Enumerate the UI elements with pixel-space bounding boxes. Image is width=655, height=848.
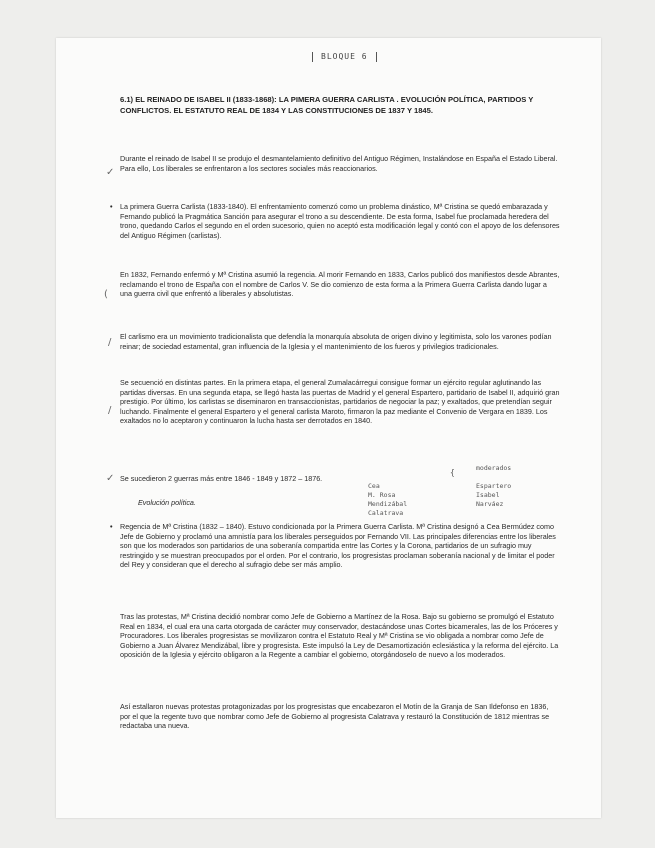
check-mark-icon: / <box>108 405 112 416</box>
paragraph-other-wars: Se sucedieron 2 guerras más entre 1846 - 1849 y 1872 – 1876. <box>120 474 323 483</box>
paragraph-regency: • Regencia de Mª Cristina (1832 – 1840). Estuvo condicionada por la Primera Guerra Carlista. Mª Cristina designó a Cea Bermúdez como Jefe de Gobierno y proclamó una amnistía para los liberales perseguidos por Fernando VII. Las principales diferencias entre los liberales son que los moderados son partidarios de una soberanía compartida entre las Cortes y la Corona, partidarios de un sufragio muy restringido y se muestran preocupados por el orden. Por el contrario, los progresistas proclaman soberanía nacional y de limitar el poder del Rey y consideran que el derecho al sufragio debe ser más amplio. <box>120 522 560 570</box>
paragraph-motin-granja: Así estallaron nuevas protestas protagonizadas por los progresistas que encabezaron el Motín de la Granja de San Ildefonso en 1836, por el que la regente tuvo que nombrar como Jefe de Gobierno al progresista Calatrava y restauró la Constitución de 1812 mientras se redactaba una nueva. <box>120 702 550 731</box>
paragraph-phases: Se secuenció en distintas partes. En la primera etapa, el general Zumalacárregui consigue formar un ejército regular aglutinando las partidas diversas. En una segunda etapa, se llegó hasta las puertas de Madrid y el general Espartero, partidario de Isabel II, adquirió gran prestigio. Por último, los carlistas se diseminaron en transaccionistas, partidarios de negociar la paz; y exaltados, que pretendían seguir luchando. Finalmente el general Espartero y el general carlista Maroto, firmaron la paz mediante el Convenio de Vergara en 1839. Los exaltados no lo aceptaron y continuaron la lucha hasta ser derrotados en 1840. <box>120 378 560 426</box>
handwritten-notes-left: Cea M. Rosa Mendizábal Calatrava <box>368 482 408 517</box>
check-mark-icon: / <box>108 337 112 348</box>
paragraph-carlism: El carlismo era un movimiento tradicionalista que defendía la monarquía absoluta de origen divino y legitimista, solo los varones podían reinar; de sociedad estamental, gran influencia de la Iglesia y el mantenimiento de los fueros y privilegios tradicionales. <box>120 332 552 351</box>
paragraph-1832: En 1832, Fernando enfermó y Mª Cristina asumió la regencia. Al morir Fernando en 1833, Carlos publicó dos manifiestos desde Abrantes, reclamando el trono de España con el nombre de Carlos V. Se dio comienzo de esta forma a la Primera Guerra Carlista dando lugar a una guerra civil que enfrentó a liberales y absolutistas. <box>120 270 560 299</box>
paragraph-first-carlist-war: • La primera Guerra Carlista (1833-1840). El enfrentamiento comenzó como un problema dinástico, Mª Cristina se quedó embarazada y Fernando publicó la Pragmática Sanción para asegurar el trono a su descendiente. De esta forma, Isabel fue proclamada heredera del trono, quedando Carlos el segundo en el orden sucesorio, quien no aceptó esta modificación legal y contó con el apoyo de los defensores del Antiguo Régimen (carlistas). <box>120 202 560 240</box>
check-mark-icon: ✓ <box>106 167 115 178</box>
paragraph-estatuto-real: Tras las protestas, Mª Cristina decidió nombrar como Jefe de Gobierno a Martínez de la Rosa. Bajo su gobierno se promulgó el Estatuto Real en 1834, el cual era una carta otorgada de carácter muy conservador, destacándose unas Cortes bicamerales, las de los Próceres y Procuradores. Los liberales progresistas se movilizaron contra el Estatuto Real y Mª Cristina se vio obligada a nombrar como Jefe de Gobierno a Juan Álvarez Mendizábal, libre y progresista. Este impulsó la Ley de Desamortización eclesiástica y la reforma del ejército. La oposición de la Iglesia y ejército obligaron a la Regente a cambiar el gobierno, otorgándoselo de nuevo a los moderados. <box>120 612 559 660</box>
handwritten-brace: { <box>450 468 455 477</box>
block-badge: BLOQUE 6 <box>312 52 377 62</box>
handwritten-notes-right: Espartero Isabel Narváez <box>476 482 512 508</box>
check-mark-icon: ✓ <box>106 473 115 484</box>
check-mark-icon: ( <box>104 289 108 300</box>
handwritten-note-moderados: moderados <box>476 464 512 472</box>
section-title: 6.1) EL REINADO DE ISABEL II (1833-1868): LA PIMERA GUERRA CARLISTA . EVOLUCIÓN POLÍTICA, PARTIDOS Y CONFLICTOS. EL ESTATUTO REAL DE 1834 Y LAS CONSTITUCIONES DE 1837 Y 1845. <box>120 95 534 115</box>
paragraph-intro: Durante el reinado de Isabel II se produjo el desmantelamiento definitivo del Antiguo Régimen, Instalándose en España el Estado Liberal. Para ello, Los liberales se enfrentaron a los sectores sociales más reaccionarios. <box>120 154 558 173</box>
document-page <box>56 38 601 818</box>
subheading-political-evolution: Evolución política. <box>138 498 196 507</box>
